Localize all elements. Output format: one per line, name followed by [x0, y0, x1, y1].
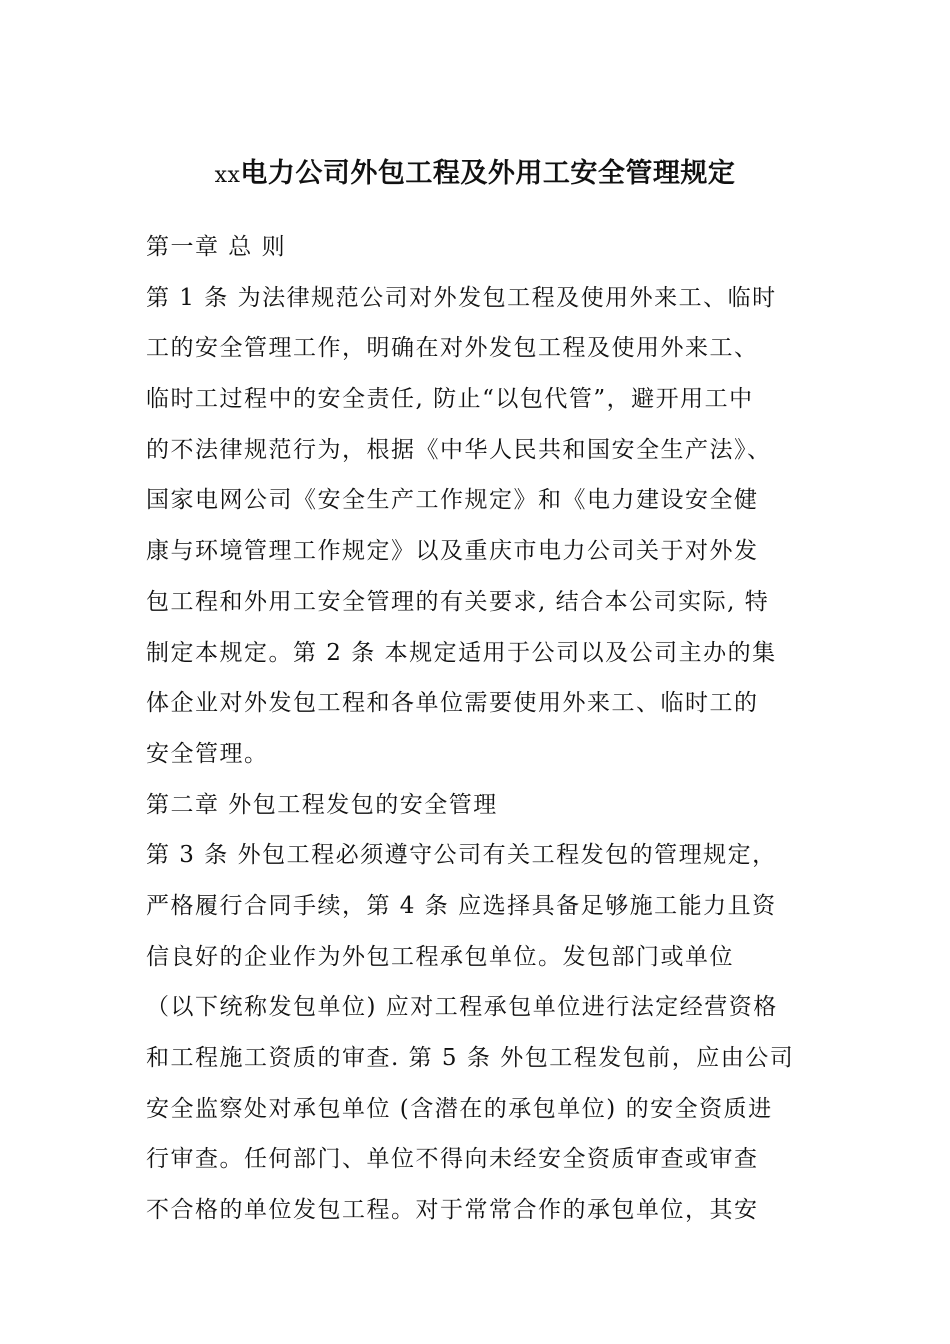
title-prefix: xx: [214, 163, 241, 188]
title-main: 电力公司外包工程及外用工安全管理规定: [240, 158, 736, 189]
chapter-heading: 第二章 外包工程发包的安全管理: [146, 791, 498, 818]
chapter-heading: 第一章 总 则: [146, 234, 287, 260]
text-line: 不合格的单位发包工程。对于常常合作的承包单位，其安: [146, 1197, 759, 1224]
text-line: 临时工过程中的安全责任, 防止“以包代管”，避开用工中: [146, 386, 754, 413]
text-line: 包工程和外用工安全管理的有关要求, 结合本公司实际, 特: [146, 588, 770, 615]
text-line: 国家电网公司《安全生产工作规定》和《电力建设安全健: [146, 487, 759, 514]
text-line: 第 3 条 外包工程必须遵守公司有关工程发包的管理规定，: [146, 842, 777, 869]
document-title: [0, 150, 950, 200]
text-line: 的不法律规范行为，根据《中华人民共和国安全生产法》、: [146, 436, 772, 463]
document-body: [146, 222, 816, 1236]
text-line: 信良好的企业作为外包工程承包单位。发包部门或单位: [146, 943, 734, 970]
text-line: （以下统称发包单位) 应对工程承包单位进行法定经营资格: [146, 994, 778, 1021]
text-line: 行审查。任何部门、单位不得向未经安全资质审查或审查: [146, 1146, 759, 1173]
text-line: 严格履行合同手续，第 4 条 应选择具备足够施工能力且资: [146, 892, 777, 919]
text-line: 制定本规定。第 2 条 本规定适用于公司以及公司主办的集: [146, 639, 777, 666]
text-line: 安全管理。: [146, 740, 269, 767]
text-line: 和工程施工资质的审查. 第 5 条 外包工程发包前，应由公司: [146, 1045, 795, 1071]
text-line: 体企业对外发包工程和各单位需要使用外来工、临时工的: [146, 690, 759, 717]
text-line: 安全监察处对承包单位 (含潜在的承包单位) 的安全资质进: [146, 1095, 773, 1122]
text-line: 第 1 条 为法律规范公司对外发包工程及使用外来工、临时: [146, 284, 777, 311]
text-line: 康与环境管理工作规定》以及重庆市电力公司关于对外发: [146, 538, 759, 565]
text-line: 工的安全管理工作，明确在对外发包工程及使用外来工、: [146, 335, 759, 362]
